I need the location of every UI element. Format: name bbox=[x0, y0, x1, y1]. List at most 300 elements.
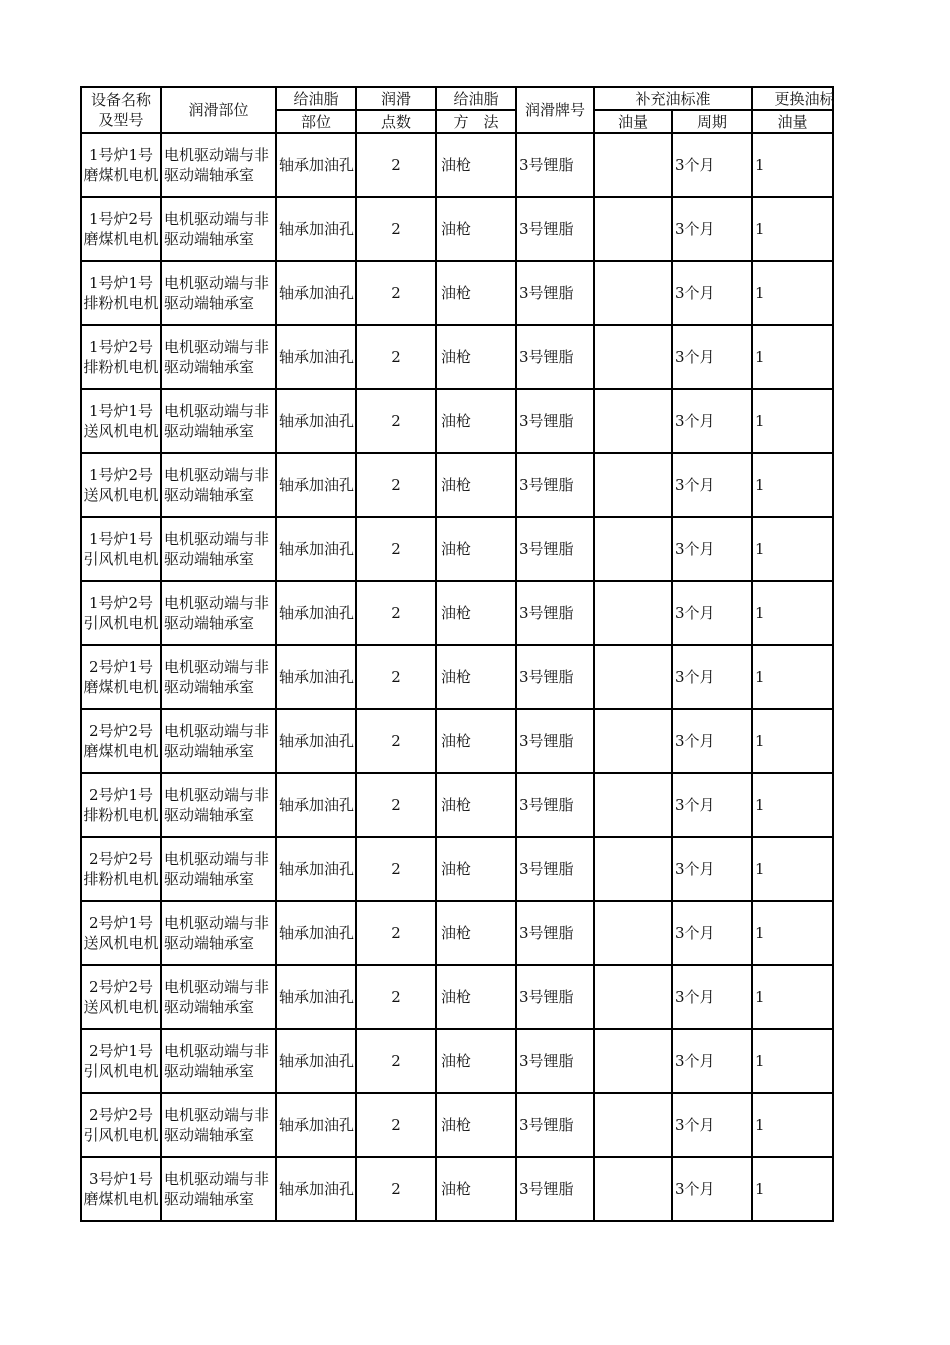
cell-supply-amount bbox=[594, 1093, 672, 1157]
cell-lube-part-text: 电机驱动端与非驱动端轴承室 bbox=[164, 210, 270, 248]
cell-supply-period-text: 3个月 bbox=[675, 348, 715, 366]
cell-grease-method-text: 油枪 bbox=[441, 220, 472, 238]
cell-replace-amount-text: 1 bbox=[755, 1116, 765, 1134]
cell-grease-method-text: 油枪 bbox=[441, 604, 472, 622]
cell-lube-brand-text: 3号锂脂 bbox=[519, 1180, 574, 1198]
cell-grease-method-text: 油枪 bbox=[441, 348, 472, 366]
cell-replace-amount bbox=[752, 901, 833, 965]
cell-grease-method bbox=[436, 133, 516, 197]
cell-lube-part-text: 电机驱动端与非驱动端轴承室 bbox=[164, 658, 270, 696]
header-replace-standard bbox=[752, 87, 833, 110]
cell-lube-part-text: 电机驱动端与非驱动端轴承室 bbox=[164, 978, 270, 1016]
table-row bbox=[81, 965, 833, 1029]
cell-grease-position-text: 轴承加油孔 bbox=[279, 924, 355, 942]
cell-lube-points-text: 2 bbox=[391, 540, 401, 558]
cell-grease-position bbox=[276, 325, 356, 389]
cell-supply-period-text: 3个月 bbox=[675, 604, 715, 622]
header-equipment bbox=[81, 87, 161, 133]
cell-equipment-name-text: 2号炉1号磨煤机电机 bbox=[83, 658, 159, 696]
cell-supply-amount bbox=[594, 965, 672, 1029]
header-lube-brand: 润滑牌号 bbox=[516, 87, 594, 133]
cell-lube-points bbox=[356, 773, 436, 837]
cell-replace-amount bbox=[752, 1029, 833, 1093]
cell-equipment-name bbox=[81, 325, 161, 389]
cell-lube-part-text: 电机驱动端与非驱动端轴承室 bbox=[164, 722, 270, 760]
table-row bbox=[81, 645, 833, 709]
cell-supply-amount bbox=[594, 453, 672, 517]
cell-grease-position bbox=[276, 1029, 356, 1093]
cell-equipment-name bbox=[81, 197, 161, 261]
header-lube-part: 润滑部位 bbox=[161, 87, 276, 133]
cell-grease-position-text: 轴承加油孔 bbox=[279, 1116, 355, 1134]
cell-supply-period bbox=[672, 261, 752, 325]
cell-supply-amount bbox=[594, 389, 672, 453]
cell-grease-method-text: 油枪 bbox=[441, 1116, 472, 1134]
cell-lube-points-text: 2 bbox=[391, 156, 401, 174]
cell-lube-brand bbox=[516, 645, 594, 709]
cell-lube-brand-text: 3号锂脂 bbox=[519, 1052, 574, 1070]
cell-lube-brand-text: 3号锂脂 bbox=[519, 732, 574, 750]
cell-lube-points bbox=[356, 965, 436, 1029]
cell-supply-period bbox=[672, 581, 752, 645]
cell-lube-brand bbox=[516, 453, 594, 517]
cell-lube-part-text: 电机驱动端与非驱动端轴承室 bbox=[164, 594, 270, 632]
cell-grease-position bbox=[276, 901, 356, 965]
cell-lube-points bbox=[356, 837, 436, 901]
cell-supply-period bbox=[672, 965, 752, 1029]
cell-replace-amount-text: 1 bbox=[755, 796, 765, 814]
cell-equipment-name-text: 2号炉2号送风机电机 bbox=[83, 978, 159, 1016]
header-replace-label: 更换油标 bbox=[774, 89, 835, 108]
cell-grease-position bbox=[276, 773, 356, 837]
header-grease-position: 给油脂 bbox=[276, 87, 356, 110]
cell-lube-points-text: 2 bbox=[391, 1052, 401, 1070]
cell-replace-amount-text: 1 bbox=[755, 220, 765, 238]
cell-supply-amount bbox=[594, 1029, 672, 1093]
cell-equipment-name bbox=[81, 261, 161, 325]
cell-grease-position-text: 轴承加油孔 bbox=[279, 796, 355, 814]
cell-replace-amount-text: 1 bbox=[755, 924, 765, 942]
cell-equipment-name-text: 1号炉2号磨煤机电机 bbox=[83, 210, 159, 248]
cell-grease-position bbox=[276, 709, 356, 773]
cell-supply-period-text: 3个月 bbox=[675, 1180, 715, 1198]
cell-lube-points-text: 2 bbox=[391, 796, 401, 814]
cell-equipment-name bbox=[81, 389, 161, 453]
cell-lube-points bbox=[356, 581, 436, 645]
header-grease-method-sub: 方 法 bbox=[436, 110, 516, 133]
cell-lube-brand-text: 3号锂脂 bbox=[519, 220, 574, 238]
cell-lube-brand bbox=[516, 261, 594, 325]
cell-grease-method bbox=[436, 581, 516, 645]
table-row bbox=[81, 197, 833, 261]
cell-supply-period bbox=[672, 837, 752, 901]
cell-supply-period bbox=[672, 709, 752, 773]
cell-supply-period-text: 3个月 bbox=[675, 668, 715, 686]
cell-lube-points-text: 2 bbox=[391, 604, 401, 622]
header-supply-amount: 油量 bbox=[594, 110, 672, 133]
cell-equipment-name bbox=[81, 645, 161, 709]
header-supply-period: 周期 bbox=[672, 110, 752, 133]
header-lube-points: 润滑 bbox=[356, 87, 436, 110]
cell-grease-position-text: 轴承加油孔 bbox=[279, 412, 355, 430]
cell-supply-period bbox=[672, 133, 752, 197]
cell-lube-points-text: 2 bbox=[391, 348, 401, 366]
cell-lube-brand-text: 3号锂脂 bbox=[519, 412, 574, 430]
cell-lube-part bbox=[161, 1029, 276, 1093]
cell-lube-points-text: 2 bbox=[391, 924, 401, 942]
cell-grease-position-text: 轴承加油孔 bbox=[279, 540, 355, 558]
cell-lube-brand-text: 3号锂脂 bbox=[519, 988, 574, 1006]
cell-grease-position bbox=[276, 1157, 356, 1221]
cell-lube-points bbox=[356, 709, 436, 773]
cell-replace-amount-text: 1 bbox=[755, 604, 765, 622]
cell-equipment-name bbox=[81, 837, 161, 901]
cell-lube-brand-text: 3号锂脂 bbox=[519, 348, 574, 366]
header-replace-amount: 油量 bbox=[752, 110, 833, 133]
cell-equipment-name-text: 1号炉2号送风机电机 bbox=[83, 466, 159, 504]
cell-replace-amount-text: 1 bbox=[755, 988, 765, 1006]
cell-grease-method-text: 油枪 bbox=[441, 988, 472, 1006]
cell-grease-method bbox=[436, 965, 516, 1029]
cell-grease-method-text: 油枪 bbox=[441, 412, 472, 430]
cell-grease-method-text: 油枪 bbox=[441, 540, 472, 558]
cell-equipment-name-text: 3号炉1号磨煤机电机 bbox=[83, 1170, 159, 1208]
cell-replace-amount-text: 1 bbox=[755, 348, 765, 366]
table-row bbox=[81, 133, 833, 197]
cell-grease-method bbox=[436, 197, 516, 261]
cell-grease-position bbox=[276, 133, 356, 197]
cell-grease-position-text: 轴承加油孔 bbox=[279, 156, 355, 174]
cell-lube-points-text: 2 bbox=[391, 1180, 401, 1198]
cell-replace-amount bbox=[752, 325, 833, 389]
cell-lube-brand bbox=[516, 133, 594, 197]
cell-lube-brand-text: 3号锂脂 bbox=[519, 924, 574, 942]
cell-lube-points bbox=[356, 325, 436, 389]
cell-replace-amount bbox=[752, 133, 833, 197]
cell-grease-position-text: 轴承加油孔 bbox=[279, 668, 355, 686]
cell-replace-amount-text: 1 bbox=[755, 284, 765, 302]
cell-supply-period bbox=[672, 325, 752, 389]
table-row bbox=[81, 1157, 833, 1221]
cell-equipment-name bbox=[81, 453, 161, 517]
cell-supply-period bbox=[672, 901, 752, 965]
cell-lube-points bbox=[356, 389, 436, 453]
cell-supply-period-text: 3个月 bbox=[675, 1052, 715, 1070]
cell-lube-brand-text: 3号锂脂 bbox=[519, 604, 574, 622]
cell-equipment-name-text: 1号炉1号磨煤机电机 bbox=[83, 146, 159, 184]
cell-supply-amount bbox=[594, 197, 672, 261]
table-row bbox=[81, 325, 833, 389]
cell-supply-period-text: 3个月 bbox=[675, 476, 715, 494]
cell-grease-method-text: 油枪 bbox=[441, 860, 472, 878]
cell-supply-period-text: 3个月 bbox=[675, 796, 715, 814]
cell-grease-position-text: 轴承加油孔 bbox=[279, 476, 355, 494]
cell-lube-points-text: 2 bbox=[391, 668, 401, 686]
cell-supply-period-text: 3个月 bbox=[675, 732, 715, 750]
cell-grease-position-text: 轴承加油孔 bbox=[279, 860, 355, 878]
cell-lube-points bbox=[356, 133, 436, 197]
cell-lube-part bbox=[161, 901, 276, 965]
cell-lube-points bbox=[356, 261, 436, 325]
cell-replace-amount bbox=[752, 261, 833, 325]
cell-lube-brand bbox=[516, 773, 594, 837]
table-row bbox=[81, 901, 833, 965]
cell-equipment-name bbox=[81, 133, 161, 197]
cell-grease-position bbox=[276, 1093, 356, 1157]
cell-lube-points-text: 2 bbox=[391, 1116, 401, 1134]
cell-lube-brand bbox=[516, 837, 594, 901]
cell-supply-period-text: 3个月 bbox=[675, 924, 715, 942]
table-row bbox=[81, 517, 833, 581]
cell-supply-period bbox=[672, 1093, 752, 1157]
cell-replace-amount bbox=[752, 389, 833, 453]
cell-supply-amount bbox=[594, 517, 672, 581]
cell-lube-part-text: 电机驱动端与非驱动端轴承室 bbox=[164, 914, 270, 952]
cell-grease-position bbox=[276, 453, 356, 517]
cell-grease-position bbox=[276, 965, 356, 1029]
cell-equipment-name-text: 1号炉1号排粉机电机 bbox=[83, 274, 159, 312]
cell-grease-method bbox=[436, 709, 516, 773]
cell-lube-part bbox=[161, 133, 276, 197]
cell-grease-method-text: 油枪 bbox=[441, 476, 472, 494]
cell-lube-part bbox=[161, 517, 276, 581]
cell-lube-brand-text: 3号锂脂 bbox=[519, 284, 574, 302]
cell-lube-points-text: 2 bbox=[391, 860, 401, 878]
cell-lube-points bbox=[356, 197, 436, 261]
cell-grease-method bbox=[436, 517, 516, 581]
cell-supply-period-text: 3个月 bbox=[675, 156, 715, 174]
cell-grease-method bbox=[436, 1093, 516, 1157]
cell-lube-part bbox=[161, 709, 276, 773]
cell-supply-period bbox=[672, 1157, 752, 1221]
cell-lube-points-text: 2 bbox=[391, 284, 401, 302]
cell-supply-amount bbox=[594, 901, 672, 965]
lubrication-table-sheet bbox=[80, 86, 835, 1222]
cell-lube-part bbox=[161, 773, 276, 837]
cell-lube-brand bbox=[516, 517, 594, 581]
cell-lube-brand bbox=[516, 965, 594, 1029]
cell-replace-amount-text: 1 bbox=[755, 1052, 765, 1070]
cell-supply-amount bbox=[594, 325, 672, 389]
cell-supply-period-text: 3个月 bbox=[675, 860, 715, 878]
cell-grease-position bbox=[276, 197, 356, 261]
cell-lube-brand-text: 3号锂脂 bbox=[519, 860, 574, 878]
cell-lube-points-text: 2 bbox=[391, 476, 401, 494]
cell-lube-brand-text: 3号锂脂 bbox=[519, 1116, 574, 1134]
table-row bbox=[81, 837, 833, 901]
cell-replace-amount-text: 1 bbox=[755, 860, 765, 878]
cell-lube-points-text: 2 bbox=[391, 412, 401, 430]
table-row bbox=[81, 261, 833, 325]
cell-lube-part-text: 电机驱动端与非驱动端轴承室 bbox=[164, 530, 270, 568]
cell-lube-part-text: 电机驱动端与非驱动端轴承室 bbox=[164, 466, 270, 504]
cell-lube-brand-text: 3号锂脂 bbox=[519, 796, 574, 814]
header-row-1 bbox=[81, 87, 833, 110]
cell-equipment-name bbox=[81, 581, 161, 645]
cell-replace-amount-text: 1 bbox=[755, 732, 765, 750]
cell-grease-method bbox=[436, 453, 516, 517]
cell-equipment-name bbox=[81, 901, 161, 965]
cell-lube-part-text: 电机驱动端与非驱动端轴承室 bbox=[164, 850, 270, 888]
cell-supply-period-text: 3个月 bbox=[675, 220, 715, 238]
table-row bbox=[81, 1093, 833, 1157]
cell-grease-method bbox=[436, 901, 516, 965]
cell-supply-amount bbox=[594, 645, 672, 709]
cell-lube-part bbox=[161, 261, 276, 325]
cell-grease-position bbox=[276, 389, 356, 453]
cell-lube-brand-text: 3号锂脂 bbox=[519, 668, 574, 686]
cell-lube-part-text: 电机驱动端与非驱动端轴承室 bbox=[164, 146, 270, 184]
cell-grease-method-text: 油枪 bbox=[441, 284, 472, 302]
cell-grease-position-text: 轴承加油孔 bbox=[279, 988, 355, 1006]
cell-lube-points bbox=[356, 1029, 436, 1093]
cell-lube-points-text: 2 bbox=[391, 220, 401, 238]
cell-lube-brand bbox=[516, 1029, 594, 1093]
cell-equipment-name bbox=[81, 1093, 161, 1157]
cell-lube-brand bbox=[516, 709, 594, 773]
cell-replace-amount-text: 1 bbox=[755, 412, 765, 430]
cell-equipment-name-text: 1号炉1号送风机电机 bbox=[83, 402, 159, 440]
cell-grease-method-text: 油枪 bbox=[441, 668, 472, 686]
cell-grease-method bbox=[436, 1157, 516, 1221]
cell-lube-brand bbox=[516, 389, 594, 453]
header-grease-method: 给油脂 bbox=[436, 87, 516, 110]
cell-supply-period-text: 3个月 bbox=[675, 540, 715, 558]
cell-replace-amount bbox=[752, 1093, 833, 1157]
cell-supply-amount bbox=[594, 837, 672, 901]
cell-grease-position bbox=[276, 837, 356, 901]
cell-equipment-name-text: 2号炉2号排粉机电机 bbox=[83, 850, 159, 888]
cell-replace-amount bbox=[752, 197, 833, 261]
cell-supply-period bbox=[672, 197, 752, 261]
cell-grease-method bbox=[436, 389, 516, 453]
cell-replace-amount bbox=[752, 709, 833, 773]
cell-lube-part-text: 电机驱动端与非驱动端轴承室 bbox=[164, 1170, 270, 1208]
cell-lube-part-text: 电机驱动端与非驱动端轴承室 bbox=[164, 786, 270, 824]
cell-grease-position-text: 轴承加油孔 bbox=[279, 604, 355, 622]
cell-equipment-name-text: 2号炉2号引风机电机 bbox=[83, 1106, 159, 1144]
cell-lube-brand bbox=[516, 901, 594, 965]
cell-lube-part-text: 电机驱动端与非驱动端轴承室 bbox=[164, 1042, 270, 1080]
cell-lube-part bbox=[161, 1093, 276, 1157]
cell-grease-method bbox=[436, 325, 516, 389]
cell-grease-position-text: 轴承加油孔 bbox=[279, 1180, 355, 1198]
cell-lube-points-text: 2 bbox=[391, 988, 401, 1006]
cell-grease-position bbox=[276, 645, 356, 709]
cell-grease-method-text: 油枪 bbox=[441, 732, 472, 750]
cell-lube-part bbox=[161, 453, 276, 517]
cell-grease-method-text: 油枪 bbox=[441, 796, 472, 814]
cell-supply-period bbox=[672, 773, 752, 837]
cell-lube-part bbox=[161, 837, 276, 901]
cell-lube-brand-text: 3号锂脂 bbox=[519, 156, 574, 174]
cell-supply-amount bbox=[594, 133, 672, 197]
cell-lube-part-text: 电机驱动端与非驱动端轴承室 bbox=[164, 1106, 270, 1144]
cell-supply-period bbox=[672, 1029, 752, 1093]
cell-grease-position bbox=[276, 261, 356, 325]
cell-lube-points bbox=[356, 1157, 436, 1221]
table-row bbox=[81, 453, 833, 517]
cell-lube-points bbox=[356, 901, 436, 965]
cell-equipment-name-text: 2号炉1号排粉机电机 bbox=[83, 786, 159, 824]
cell-equipment-name bbox=[81, 965, 161, 1029]
cell-grease-position-text: 轴承加油孔 bbox=[279, 732, 355, 750]
cell-supply-period bbox=[672, 517, 752, 581]
table-row bbox=[81, 709, 833, 773]
cell-lube-part-text: 电机驱动端与非驱动端轴承室 bbox=[164, 402, 270, 440]
cell-supply-amount bbox=[594, 709, 672, 773]
cell-supply-period-text: 3个月 bbox=[675, 1116, 715, 1134]
cell-equipment-name bbox=[81, 709, 161, 773]
cell-supply-period-text: 3个月 bbox=[675, 988, 715, 1006]
cell-supply-amount bbox=[594, 773, 672, 837]
header-grease-position-sub: 部位 bbox=[276, 110, 356, 133]
cell-supply-period bbox=[672, 389, 752, 453]
cell-supply-period bbox=[672, 453, 752, 517]
cell-grease-position-text: 轴承加油孔 bbox=[279, 284, 355, 302]
cell-supply-period-text: 3个月 bbox=[675, 412, 715, 430]
cell-grease-method-text: 油枪 bbox=[441, 1052, 472, 1070]
cell-grease-method bbox=[436, 261, 516, 325]
lubrication-table bbox=[80, 86, 834, 1222]
cell-replace-amount bbox=[752, 581, 833, 645]
cell-lube-part bbox=[161, 965, 276, 1029]
cell-equipment-name bbox=[81, 1157, 161, 1221]
cell-grease-position bbox=[276, 517, 356, 581]
cell-grease-position-text: 轴承加油孔 bbox=[279, 348, 355, 366]
table-row bbox=[81, 773, 833, 837]
cell-lube-part bbox=[161, 581, 276, 645]
cell-supply-amount bbox=[594, 261, 672, 325]
cell-replace-amount bbox=[752, 965, 833, 1029]
cell-lube-brand bbox=[516, 197, 594, 261]
cell-equipment-name-text: 1号炉2号引风机电机 bbox=[83, 594, 159, 632]
cell-lube-points bbox=[356, 517, 436, 581]
cell-equipment-name-text: 2号炉1号送风机电机 bbox=[83, 914, 159, 952]
cell-grease-method bbox=[436, 645, 516, 709]
header-equipment-line2: 及型号 bbox=[98, 111, 144, 129]
cell-grease-method-text: 油枪 bbox=[441, 924, 472, 942]
cell-lube-part bbox=[161, 389, 276, 453]
table-row bbox=[81, 581, 833, 645]
cell-replace-amount bbox=[752, 453, 833, 517]
cell-equipment-name bbox=[81, 1029, 161, 1093]
cell-supply-period bbox=[672, 645, 752, 709]
cell-supply-period-text: 3个月 bbox=[675, 284, 715, 302]
cell-grease-position bbox=[276, 581, 356, 645]
header-equipment-line1: 设备名称 bbox=[90, 91, 151, 109]
table-row bbox=[81, 1029, 833, 1093]
cell-replace-amount bbox=[752, 837, 833, 901]
cell-lube-part bbox=[161, 645, 276, 709]
cell-grease-method bbox=[436, 837, 516, 901]
cell-grease-position-text: 轴承加油孔 bbox=[279, 1052, 355, 1070]
cell-lube-points bbox=[356, 1093, 436, 1157]
cell-replace-amount bbox=[752, 773, 833, 837]
cell-replace-amount-text: 1 bbox=[755, 476, 765, 494]
cell-grease-method-text: 油枪 bbox=[441, 156, 472, 174]
cell-lube-part-text: 电机驱动端与非驱动端轴承室 bbox=[164, 338, 270, 376]
cell-equipment-name-text: 1号炉2号排粉机电机 bbox=[83, 338, 159, 376]
cell-replace-amount-text: 1 bbox=[755, 156, 765, 174]
cell-equipment-name-text: 2号炉1号引风机电机 bbox=[83, 1042, 159, 1080]
cell-lube-part bbox=[161, 1157, 276, 1221]
cell-replace-amount-text: 1 bbox=[755, 668, 765, 686]
cell-grease-position-text: 轴承加油孔 bbox=[279, 220, 355, 238]
cell-replace-amount-text: 1 bbox=[755, 1180, 765, 1198]
cell-lube-part bbox=[161, 197, 276, 261]
header-lube-points-sub: 点数 bbox=[356, 110, 436, 133]
